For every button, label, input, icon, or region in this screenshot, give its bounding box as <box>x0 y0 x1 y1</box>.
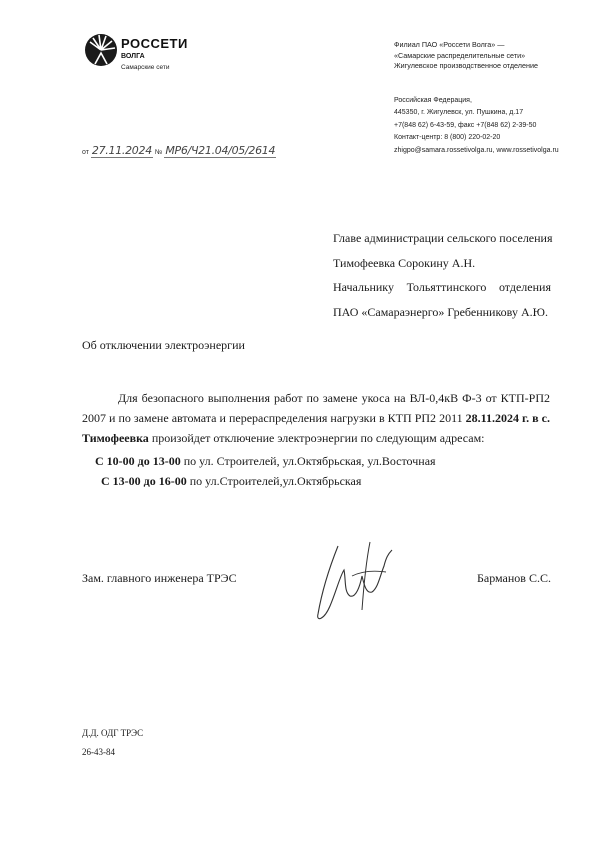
addressee-line: Главе администрации сельского поселения <box>333 231 553 245</box>
brand-name: РОССЕТИ <box>121 36 188 51</box>
signatory-name: Барманов С.С. <box>477 571 551 585</box>
number-prefix: № <box>154 149 163 156</box>
addressee-word: Начальнику <box>333 280 394 294</box>
executor-phone: 26-43-84 <box>82 747 115 757</box>
org-line: Жигулевское производственное отделение <box>394 61 538 70</box>
body-date-bold: 28.11.2024 г. в с. Тимофеевка <box>82 411 550 445</box>
brand-sub: ВОЛГА <box>121 53 145 60</box>
body-part: Для безопасного выполнения работ по замене укоса на ВЛ-0,4кВ Ф-3 от КТП-РП2 2007 и по замене автомата и перераспределения нагрузки в КТП РП2 2011 <box>82 391 550 425</box>
addressee-word: Тольяттинского <box>406 280 487 294</box>
letter-subject: Об отключении электроэнергии <box>82 338 245 352</box>
date-prefix: от <box>82 149 89 156</box>
schedule-item <box>101 474 361 489</box>
contact-line: 445350, г. Жигулевск, ул. Пушкина, д.17 <box>394 109 524 117</box>
executor-department: Д.Д. ОДГ ТРЭС <box>82 728 144 738</box>
addressee-block <box>333 226 553 324</box>
schedule-streets: по ул.Строителей,ул.Октябрьская <box>186 474 362 488</box>
org-line: Филиал ПАО «Россети Волга» — <box>394 40 505 49</box>
signatory-role: Зам. главного инженера ТРЭС <box>82 571 237 585</box>
letter-body <box>82 388 550 448</box>
brand-branch: Самарские сети <box>121 64 170 71</box>
contact-line: Российская Федерация, <box>394 97 472 104</box>
contact-line: +7(848 62) 6-43-59, факс +7(848 62) 2-39-50 <box>394 121 537 129</box>
registration-date: 27.11.2024 <box>91 144 152 157</box>
contact-block <box>394 95 559 157</box>
registration-number: МР6/Ч21.04/05/2614 <box>165 144 276 157</box>
addressee-line: Тимофеевка Сорокину А.Н. <box>333 255 476 270</box>
org-line: «Самарские распределительные сети» <box>394 50 526 60</box>
contact-line: Контакт-центр: 8 (800) 220-02-20 <box>394 134 501 142</box>
body-paragraph <box>82 388 550 448</box>
schedule-time: С 10-00 до 13-00 <box>95 454 181 468</box>
rosseti-logo-icon <box>84 33 118 67</box>
body-part: произойдет отключение электроэнергии по следующим адресам: <box>148 431 485 445</box>
addressee-line: ПАО «Самараэнерго» Гребенникову А.Ю. <box>333 304 548 319</box>
schedule-item <box>95 454 436 469</box>
contact-line: zhigpo@samara.rossetivolga.ru, www.rossetivolga.ru <box>394 146 559 154</box>
addressee-line <box>333 275 551 300</box>
addressee-word: отделения <box>498 280 551 294</box>
organization-block <box>394 40 538 72</box>
registration-line <box>82 144 276 158</box>
schedule-streets: по ул. Строителей, ул.Октябрьская, ул.Восточная <box>180 454 436 468</box>
handwritten-signature-icon <box>300 536 420 626</box>
schedule-time: С 13-00 до 16-00 <box>101 474 187 488</box>
